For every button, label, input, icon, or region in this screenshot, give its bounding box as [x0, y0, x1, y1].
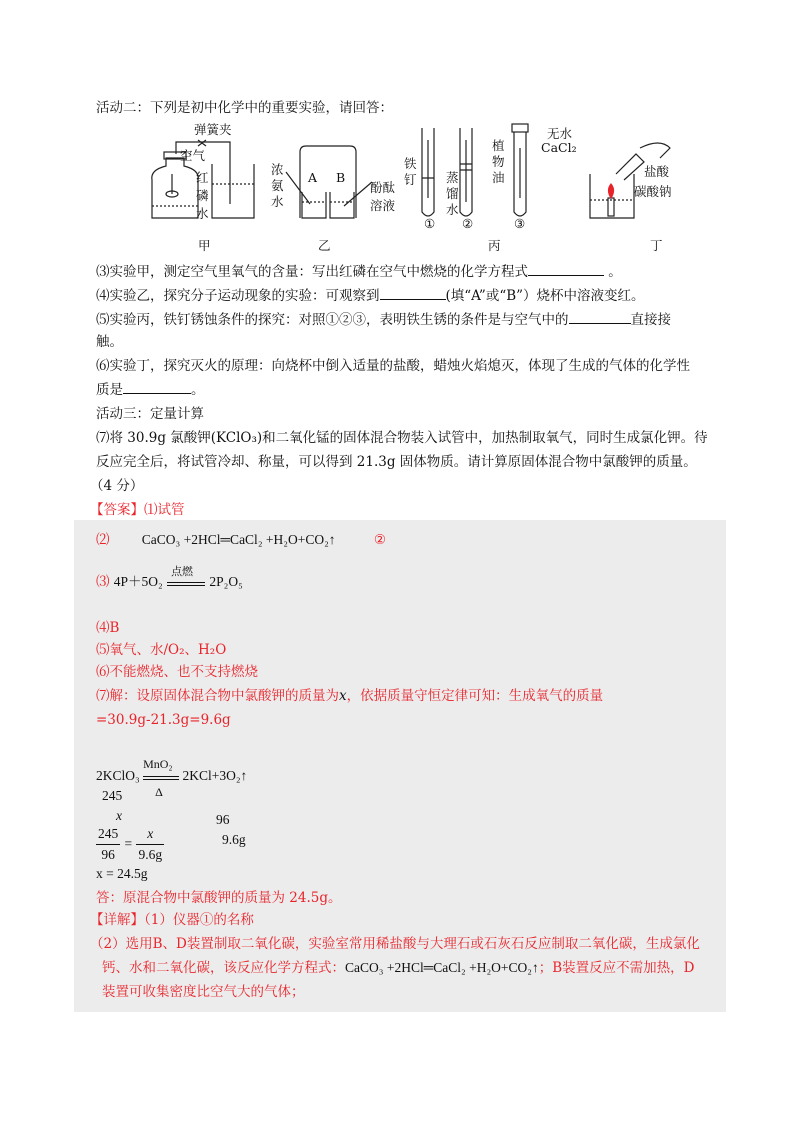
label-spring-clip: 弹簧夹: [194, 122, 232, 137]
label-distilled-1: 蒸: [446, 170, 459, 185]
mass-96: 96: [216, 812, 230, 827]
label-hcl: 盐酸: [644, 164, 670, 179]
blank-4: [380, 286, 446, 300]
activity2-heading: 活动二：下列是初中化学中的重要实验，请回答：: [96, 100, 393, 116]
label-veg-3: 油: [492, 170, 505, 185]
experiment-figures: [140, 118, 700, 256]
label-A: A: [308, 170, 318, 185]
detail-2-line2: 钙、水和二氧化碳，该反应化学方程式：CaCO₃ +2HCl═CaCl₂ +H₂O+CO₂↑；B装置反应不需加热，D: [102, 960, 695, 976]
label-tube-1: ①: [424, 216, 436, 231]
answer-7-mass: =30.9g-21.3g=9.6g: [96, 712, 231, 728]
blank-3: [528, 262, 604, 276]
label-veg-1: 植: [492, 138, 505, 153]
question-7-line1: ⑺将 30.9g 氯酸钾(KClO₃)和二氧化锰的固体混合物装入试管中，加热制取氧气，同时生成氯化钾。待: [96, 430, 708, 446]
label-iron: 铁: [404, 156, 417, 171]
detail-2-line1: （2）选用B、D装置制取二氧化碳，实验室常用稀盐酸与大理石或石灰石反应制取二氧化碳，生成氯化: [90, 936, 700, 952]
blank-5: [569, 310, 631, 324]
label-air: 空气: [180, 148, 206, 163]
label-tube-2: ②: [462, 216, 474, 231]
question-6: ⑹实验丁，探究灭火的原理：向烧杯中倒入适量的盐酸，蜡烛火焰熄灭，体现了生成的气体的化学性: [96, 358, 690, 374]
answer-4: ⑷B: [96, 620, 120, 636]
label-solution: 溶液: [370, 198, 396, 213]
ignite-condition: 点燃: [171, 566, 194, 578]
figure-bing-apparatus: [422, 124, 528, 216]
question-7-score: （4 分）: [90, 478, 144, 494]
result: x = 24.5g: [96, 866, 148, 881]
detail-label: 【详解】: [90, 912, 144, 928]
label-ammonia: 氨: [271, 178, 284, 193]
label-nail: 钉: [404, 172, 417, 187]
blank-6: [123, 380, 191, 394]
reaction-equation: 2KClO₃ MnO₂ Δ 2KCl+3O₂↑: [96, 766, 247, 786]
question-7-line2: 反应完全后，将试管冷却、称量，可以得到 21.3g 固体物质。请计算原固体混合物中氯酸钾的质量。: [96, 454, 697, 470]
question-3: ⑶实验甲，测定空气里氧气的含量：写出红磷在空气中燃烧的化学方程式 。: [96, 264, 622, 280]
answer-3: ⑶ 4P＋5O₂ 点燃 2P₂O₅: [96, 572, 243, 592]
caption-yi: 乙: [318, 238, 331, 253]
mass-245: 245: [102, 788, 123, 803]
proportion: $\frac{245}{96}$ = $\frac{x}{9.6g}$: [96, 824, 164, 865]
label-phosphorus: 磷: [196, 188, 209, 203]
answer-1: 【答案】⑴试管: [90, 502, 185, 518]
caption-ding: 丁: [650, 238, 663, 253]
label-na2co3: 碳酸钠: [634, 184, 672, 199]
label-distilled-3: 水: [446, 202, 459, 217]
mass-x: x: [116, 808, 122, 823]
label-red: 红: [196, 170, 209, 185]
fraction-2: $\frac{x}{9.6g}$: [138, 826, 163, 862]
conclusion: 答：原混合物中氯酸钾的质量为 24.5g。: [96, 890, 342, 906]
caption-jia: 甲: [198, 238, 211, 253]
heat-symbol: Δ: [155, 785, 163, 799]
question-5-cont: 触。: [96, 334, 123, 350]
label-distilled-2: 馏: [446, 186, 459, 201]
question-5: ⑸实验丙，铁钉锈蚀条件的探究：对照①②③，表明铁生锈的条件是与空气中的 直接接: [96, 312, 671, 328]
answer-label: 【答案】: [90, 502, 144, 518]
label-anhydrous: 无水: [547, 126, 573, 141]
question-6-cont: 质是 。: [96, 382, 205, 398]
figure-yi-apparatus: [286, 146, 372, 218]
activity3-heading: 活动三：定量计算: [96, 406, 204, 422]
figure-ding-apparatus: [590, 143, 670, 218]
mass-9-6g: 9.6g: [222, 832, 246, 847]
question-4: ⑷实验乙，探究分子运动现象的实验：可观察到 (填“A”或“B”）烧杯中溶液变红。: [96, 288, 645, 304]
label-water-jia: 水: [196, 206, 209, 221]
detail-2-line3: 装置可收集密度比空气大的气体；: [102, 984, 305, 1000]
label-tube-3: ③: [514, 216, 526, 231]
detail-1: 【详解】（1）仪器①的名称: [90, 912, 254, 928]
label-water-yi: 水: [271, 194, 284, 209]
answer-2: ⑵ CaCO₃ +2HCl═CaCl₂ +H₂O+CO₂↑ ②: [96, 532, 386, 548]
answer-7: ⑺解：设原固体混合物中氯酸钾的质量为x，依据质量守恒定律可知：生成氧气的质量: [96, 688, 604, 704]
fraction-1: $\frac{245}{96}$: [98, 826, 119, 862]
catalyst: MnO₂: [143, 757, 173, 771]
label-B: B: [336, 170, 346, 185]
answer-5: ⑸氧气、水/O₂、H₂O: [96, 642, 227, 658]
label-conc: 浓: [271, 162, 284, 177]
label-cacl2: CaCl₂: [541, 140, 577, 155]
answer-6: ⑹不能燃烧、也不支持燃烧: [96, 664, 258, 680]
label-phenolphthalein: 酚酞: [370, 180, 396, 195]
label-veg-2: 物: [492, 154, 505, 169]
caption-bing: 丙: [488, 238, 501, 253]
